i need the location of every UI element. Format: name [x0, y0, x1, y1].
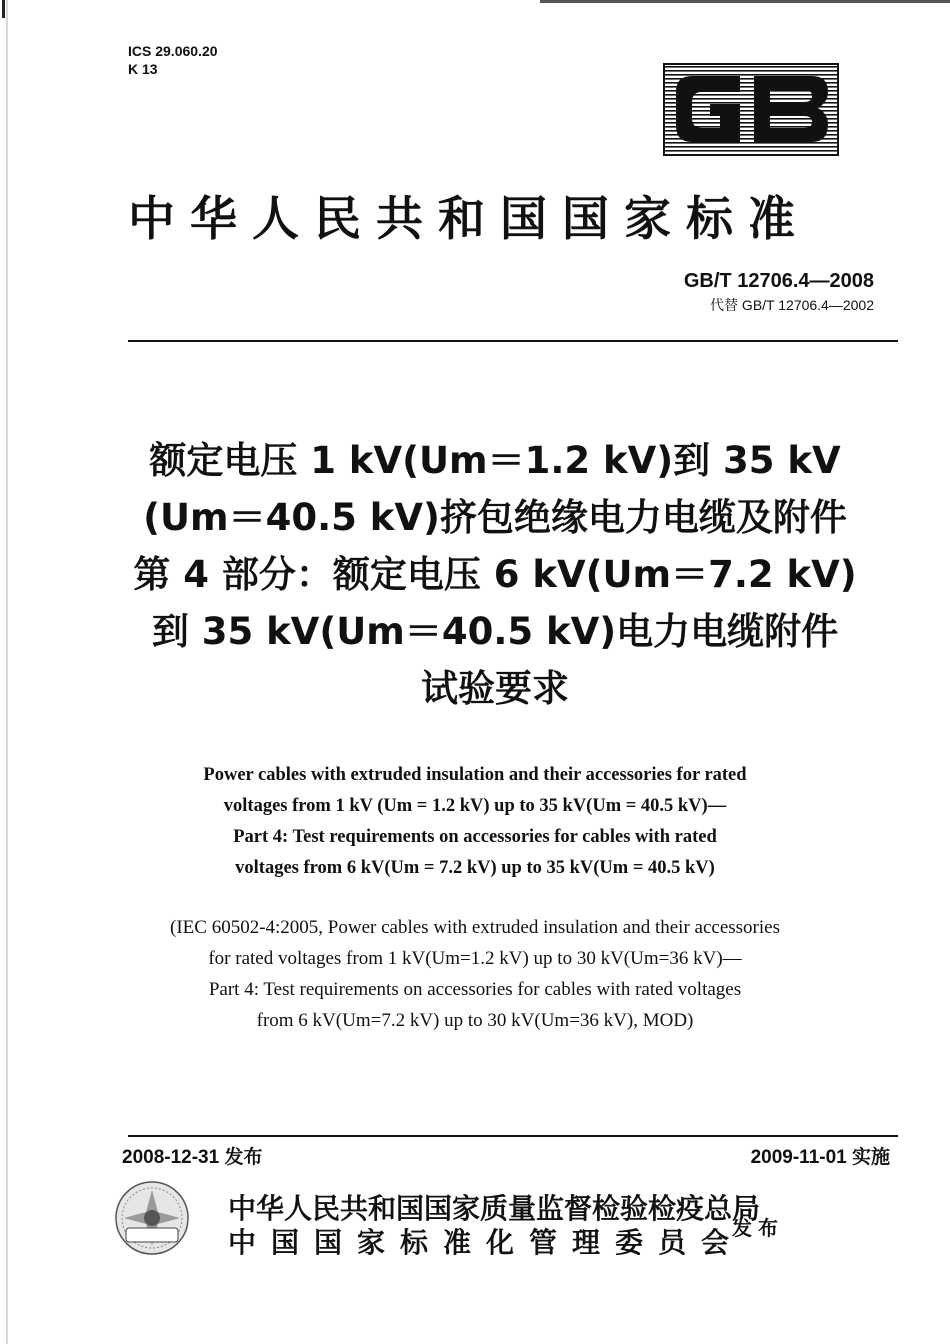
scan-mark: [2, 0, 5, 18]
issuing-authorities: [228, 1192, 760, 1260]
ics-code: ICS 29.060.20: [128, 43, 218, 59]
footer-divider: [128, 1135, 898, 1137]
iec-line: Part 4: Test requirements on accessories for cables with rated voltages: [208, 979, 742, 1000]
anti-counterfeit-seal: [112, 1178, 192, 1258]
header-divider: [128, 340, 898, 342]
implementation-date: 2009-11-01 实施: [750, 1147, 890, 1168]
iec-line: for rated voltages from 1 kV(Um=1.2 kV) up to 30 kV(Um=36 kV)—: [208, 948, 742, 969]
replaces-standard: 代替 GB/T 12706.4—2002: [710, 297, 874, 313]
scan-edge-top: [540, 0, 950, 3]
title-en-line: Part 4: Test requirements on accessories for cables with rated: [233, 827, 717, 847]
iec-line: (IEC 60502-4:2005, Power cables with extruded insulation and their accessories: [170, 917, 780, 938]
title-zh-line: (Um＝40.5 kV)挤包绝缘电力电缆及附件: [143, 496, 847, 539]
iec-line: from 6 kV(Um=7.2 kV) up to 30 kV(Um=36 kV), MOD): [256, 1010, 694, 1031]
title-zh-line: 到 35 kV(Um＝40.5 kV)电力电缆附件: [151, 610, 839, 653]
issue-label: 发布: [732, 1216, 784, 1240]
title-en-line: voltages from 6 kV(Um = 7.2 kV) up to 35 kV(Um = 40.5 kV): [235, 858, 715, 878]
title-zh-line: 试验要求: [421, 667, 569, 710]
standard-number-block: [684, 270, 874, 315]
title-en-line: voltages from 1 kV (Um = 1.2 kV) up to 35 kV(Um = 40.5 kV)—: [223, 796, 727, 816]
publication-date: 2008-12-31 发布: [122, 1147, 263, 1168]
ccs-code: K 13: [128, 61, 158, 77]
standard-number: GB/T 12706.4—2008: [683, 270, 874, 292]
title-zh-line: 额定电压 1 kV(Um＝1.2 kV)到 35 kV: [149, 439, 841, 482]
iec-reference: [60, 912, 890, 1036]
title-en-line: Power cables with extruded insulation and their accessories for rated: [203, 765, 747, 785]
scan-edge-left: [6, 0, 8, 1344]
classification-codes: [128, 42, 218, 78]
title-english: [60, 760, 890, 884]
issuer-line: 中国国家标准化管理委员会: [228, 1226, 745, 1259]
title-zh-line: 第 4 部分：额定电压 6 kV(Um＝7.2 kV): [133, 553, 857, 596]
standard-type-heading: 中华人民共和国国家标准: [128, 192, 810, 247]
gb-logo: [662, 62, 840, 157]
title-chinese: [60, 432, 930, 717]
issuer-line: 中华人民共和国国家质量监督检验检疫总局: [228, 1192, 761, 1225]
